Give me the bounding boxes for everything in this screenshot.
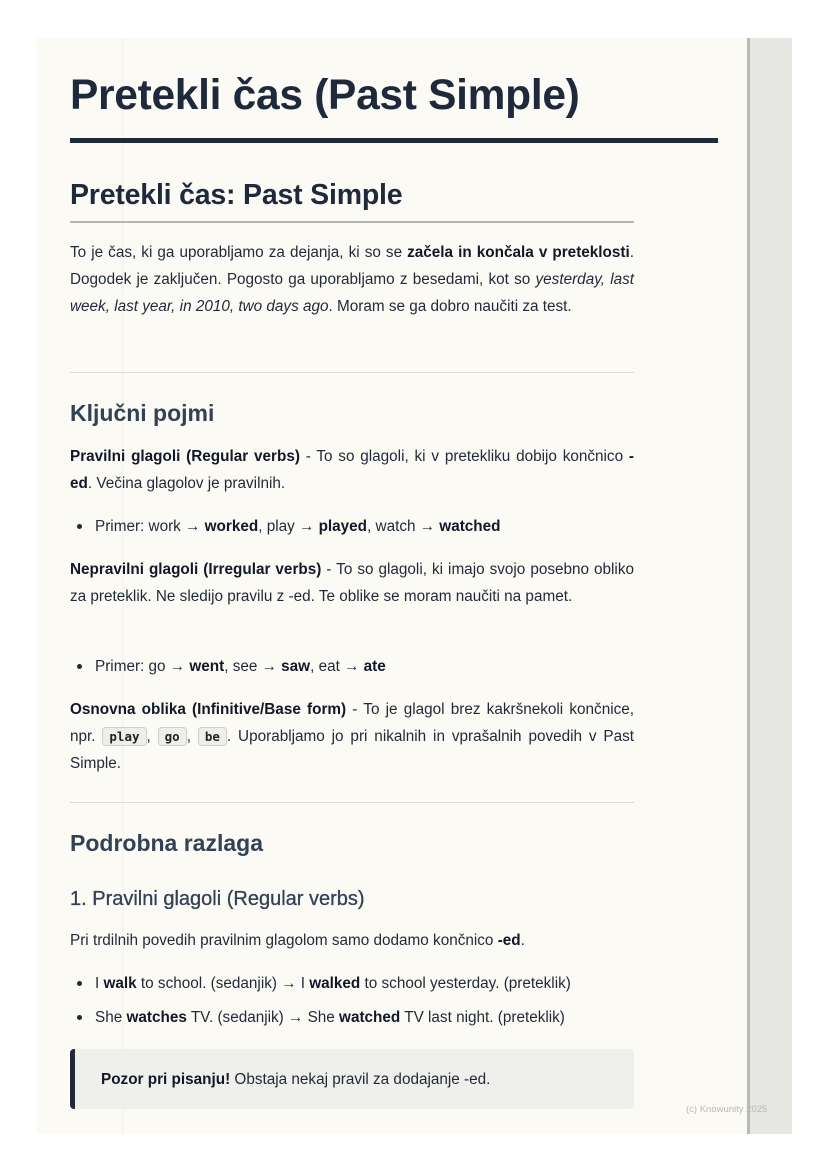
example-text: She	[95, 1009, 127, 1026]
code-chip: be	[198, 727, 227, 746]
separator: ,	[146, 728, 158, 745]
example-text: Primer: work →	[95, 518, 205, 535]
example-text: , eat →	[310, 658, 364, 675]
example-text: to school. (sedanjik) → I	[136, 975, 310, 992]
warning-callout	[70, 1049, 634, 1109]
example-text: to school yesterday. (preteklik)	[360, 975, 571, 992]
irregular-verbs-definition	[70, 556, 634, 610]
section-title: Pretekli čas: Past Simple	[70, 179, 403, 211]
divider	[70, 802, 634, 803]
example-text: TV last night. (preteklik)	[400, 1009, 565, 1026]
example-text: I	[95, 975, 104, 992]
base-form-definition	[70, 696, 634, 777]
rule-text: .	[520, 932, 525, 949]
key-terms-heading: Ključni pojmi	[70, 400, 215, 426]
list-item	[95, 513, 659, 540]
regular-verbs-text-2: . Večina glagolov je pravilnih.	[87, 475, 286, 492]
regular-verbs-definition	[70, 443, 634, 497]
example-verb: played	[318, 518, 368, 535]
regular-verbs-subheading: 1. Pravilni glagoli (Regular verbs)	[70, 888, 365, 910]
intro-text-1: To je čas, ki ga uporabljamo za dejanja, ki so se	[70, 244, 408, 261]
sentence-example-list	[70, 970, 659, 1031]
base-form-term: Osnovna oblika (Infinitive/Base form)	[70, 701, 347, 718]
list-item	[95, 1004, 659, 1031]
callout-bold: Pozor pri pisanju!	[101, 1071, 231, 1088]
example-text: , watch →	[367, 518, 440, 535]
irregular-example-list	[70, 653, 659, 680]
regular-verbs-term: Pravilni glagoli (Regular verbs)	[70, 448, 300, 465]
irregular-verbs-term: Nepravilni glagoli (Irregular verbs)	[70, 561, 322, 578]
side-panel	[750, 38, 792, 1134]
watermark: (c) Knowunity 2025	[686, 1104, 768, 1115]
base-form-text-1: - To je glagol brez kakršnekoli končnice, npr.	[70, 701, 635, 745]
example-verb: walk	[103, 975, 137, 992]
intro-text-2: . Dogodek je zaključen. Pogosto ga uporabljamo z besedami, kot so	[70, 244, 634, 288]
callout-accent-bar	[70, 1049, 75, 1109]
example-text: , play →	[258, 518, 319, 535]
example-verb: saw	[281, 658, 311, 675]
example-verb: ate	[363, 658, 386, 675]
details-heading: Podrobna razlaga	[70, 830, 263, 856]
document-page	[36, 38, 749, 1134]
irregular-verbs-text: - To so glagoli, ki imajo svojo posebno obliko za preteklik. Ne sledijo pravilu z -ed. Te oblike se moram naučiti na pamet.	[70, 561, 634, 605]
callout-text	[101, 1066, 490, 1093]
rule-text: Pri trdilnih povedih pravilnim glagolom samo dodamo končnico	[70, 932, 498, 949]
intro-paragraph	[70, 239, 634, 320]
title-divider	[70, 138, 718, 143]
intro-text-3: . Moram se ga dobro naučiti za test.	[328, 298, 572, 315]
intro-italic: yesterday, last week, last year, in 2010, two days ago	[70, 271, 634, 315]
example-verb: worked	[204, 518, 259, 535]
ed-suffix: -ed	[497, 932, 521, 949]
separator: ,	[186, 728, 198, 745]
regular-example-list	[70, 513, 659, 540]
example-verb: walked	[309, 975, 361, 992]
regular-rule-paragraph	[70, 927, 634, 954]
list-item	[95, 970, 659, 997]
section-divider	[70, 221, 634, 223]
page-title: Pretekli čas (Past Simple)	[70, 72, 580, 119]
callout-body: Obstaja nekaj pravil za dodajanje -ed.	[230, 1071, 491, 1088]
base-form-text-2: . Uporabljamo jo pri nikalnih in vprašalnih povedih v Past Simple.	[70, 728, 635, 772]
divider	[70, 372, 634, 373]
example-verb: watched	[439, 518, 501, 535]
example-verb: watches	[126, 1009, 187, 1026]
example-verb: went	[189, 658, 225, 675]
code-chip: go	[158, 727, 187, 746]
intro-bold: začela in končala v preteklosti	[407, 244, 630, 261]
example-text: TV. (sedanjik) → She	[186, 1009, 340, 1026]
example-verb: watched	[339, 1009, 401, 1026]
example-text: , see →	[224, 658, 282, 675]
ed-suffix: -ed	[70, 448, 635, 492]
example-text: Primer: go →	[95, 658, 190, 675]
list-item	[95, 653, 659, 680]
regular-verbs-text-1: - To so glagoli, ki v pretekliku dobijo končnico	[299, 448, 629, 465]
code-chip: play	[102, 727, 146, 746]
